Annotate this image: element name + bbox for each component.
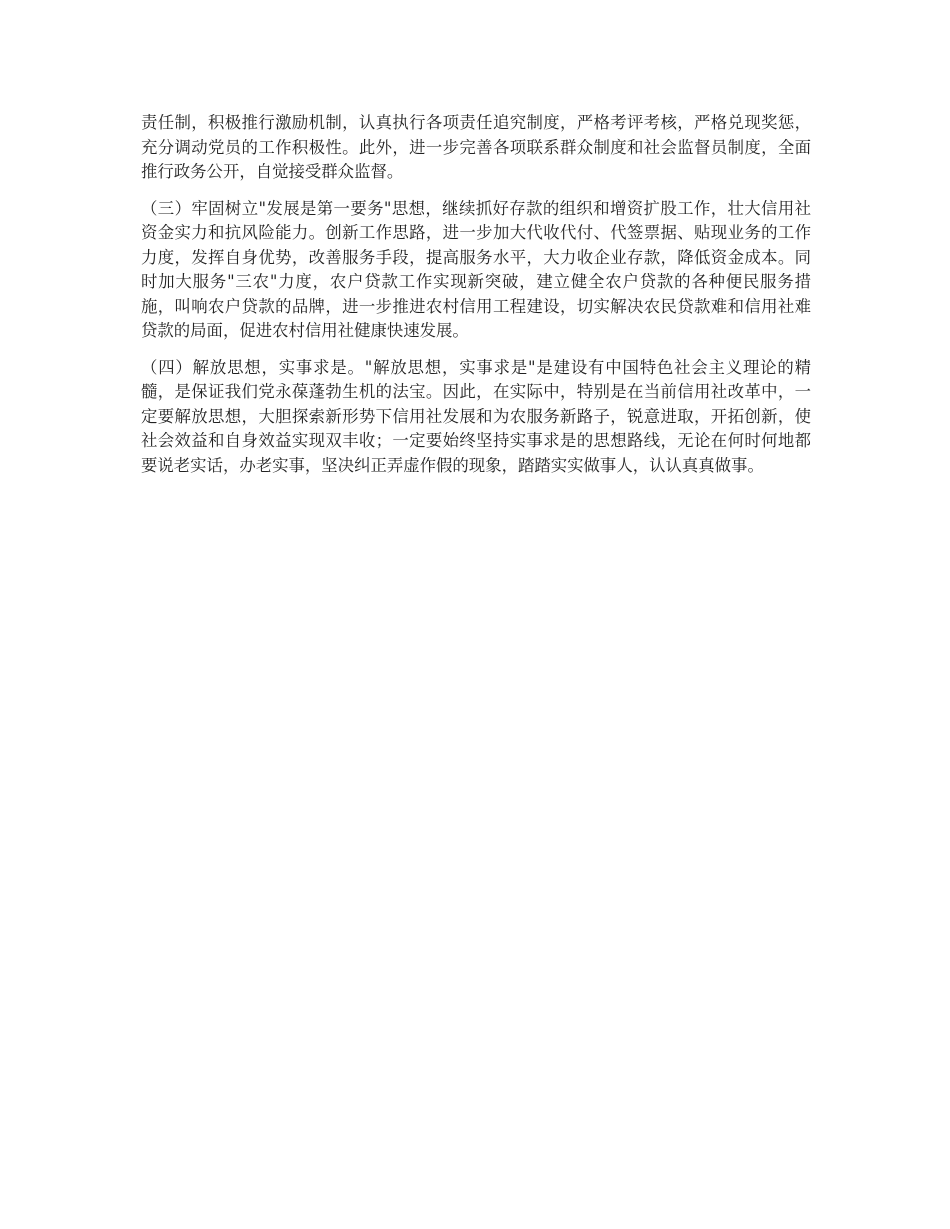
document-body (141, 111, 811, 490)
paragraph-responsibility-system: 责任制，积极推行激励机制，认真执行各项责任追究制度，严格考评考核，严格兑现奖惩，充分调动党员的工作积极性。此外，进一步完善各项联系群众制度和社会监督员制度，全面推行政务公开，自觉接受群众监督。 (141, 113, 811, 181)
paragraph-section-four: （四）解放思想，实事求是。"解放思想，实事求是"是建设有中国特色社会主义理论的精髓，是保证我们党永葆蓬勃生机的法宝。因此，在实际中，特别是在当前信用社改革中，一定要解放思想，大胆探索新形势下信用社发展和为农服务新路子，锐意进取，开拓创新，使社会效益和自身效益实现双丰收；一定要始终坚持实事求是的思想路线，无论在何时何地都要说老实话，办老实事，坚决纠正弄虚作假的现象，踏踏实实做事人，认认真真做事。 (141, 357, 811, 475)
paragraph-section-three: （三）牢固树立"发展是第一要务"思想，继续抓好存款的组织和增资扩股工作，壮大信用社资金实力和抗风险能力。创新工作思路，进一步加大代收代付、代签票据、贴现业务的工作力度，发挥自身优势，改善服务手段，提高服务水平，大力收企业存款，降低资金成本。同时加大服务"三农"力度，农户贷款工作实现新突破，建立健全农户贷款的各种便民服务措施，叫响农户贷款的品牌，进一步推进农村信用工程建设，切实解决农民贷款难和信用社难贷款的局面，促进农村信用社健康快速发展。 (141, 198, 811, 340)
